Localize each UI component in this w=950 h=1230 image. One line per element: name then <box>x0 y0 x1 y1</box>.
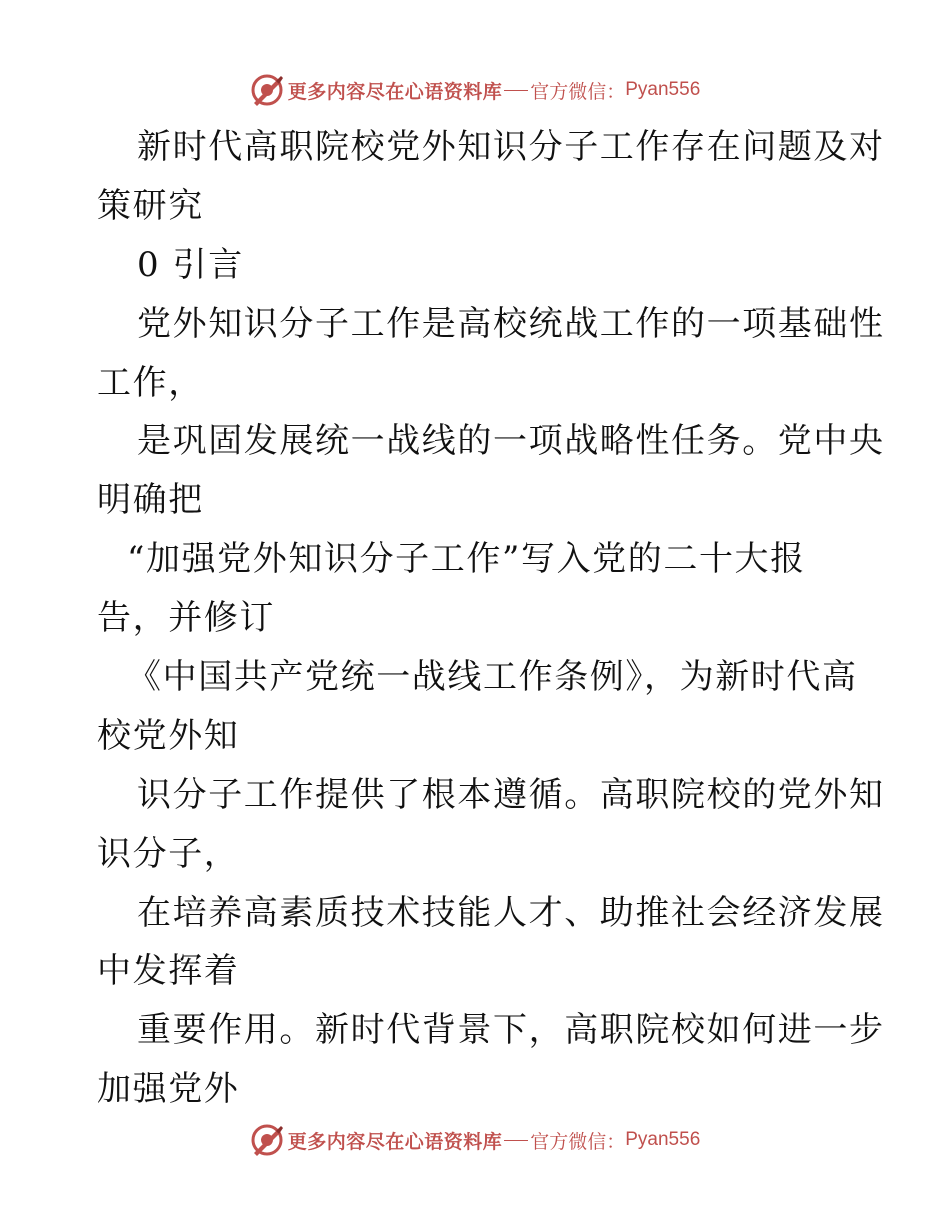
text-line: 识分子工作提供了根本遵循。高职院校的党外知 <box>137 774 885 815</box>
text-line: 重要作用。新时代背景下，高职院校如何进一步 <box>137 1010 885 1051</box>
text-line: 加强党外 <box>97 1069 240 1110</box>
text-line: 0 引言 <box>137 244 244 285</box>
pen-logo-icon <box>250 73 284 107</box>
text-line: 党外知识分子工作是高校统战工作的一项基础性 <box>137 303 885 344</box>
text-line: 是巩固发展统一战线的一项战略性任务。党中央 <box>137 421 885 462</box>
text-line: 新时代高职院校党外知识分子工作存在问题及对 <box>137 127 885 167</box>
watermark-brand: 更多内容尽在心语资料库 <box>287 1130 503 1153</box>
footer-watermark <box>0 1120 950 1160</box>
document-body <box>97 118 885 1119</box>
text-line: 策研究 <box>97 185 204 226</box>
text-line: 告，并修订 <box>97 598 275 639</box>
watermark-dash <box>504 1140 528 1141</box>
watermark-wechat-id: Pyan556 <box>625 1129 701 1150</box>
text-line: 校党外知 <box>97 715 240 756</box>
text-line: 在培养高素质技术技能人才、助推社会经济发展 <box>137 892 885 933</box>
watermark-dash <box>504 90 528 91</box>
text-line: 明确把 <box>97 480 204 521</box>
text-line: 工作， <box>97 362 204 403</box>
text-line: 中发挥着 <box>97 951 240 992</box>
text-line: 《中国共产党统一战线工作条例》，为新时代高 <box>127 657 858 698</box>
text-line: “加强党外知识分子工作”写入党的二十大报 <box>127 539 806 580</box>
watermark-brand: 更多内容尽在心语资料库 <box>287 80 503 103</box>
header-watermark <box>0 70 950 110</box>
pen-logo-icon <box>250 1123 284 1157</box>
watermark-official-label: 官方微信： <box>530 1130 626 1153</box>
text-line: 识分子， <box>97 833 240 874</box>
watermark-official-label: 官方微信： <box>530 80 626 103</box>
watermark-wechat-id: Pyan556 <box>625 79 701 100</box>
